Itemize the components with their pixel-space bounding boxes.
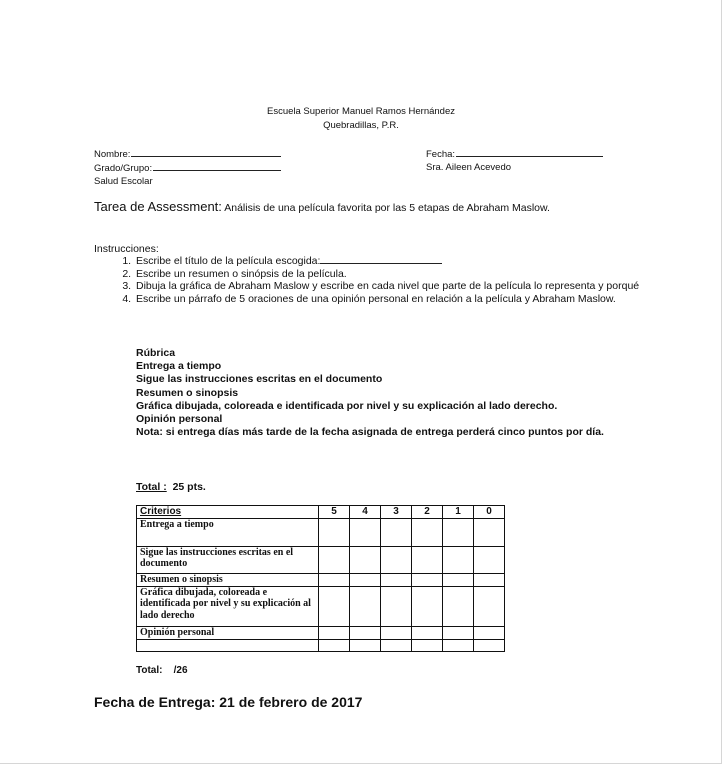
table-total-value: /26 bbox=[173, 665, 188, 676]
score-cell bbox=[350, 586, 381, 626]
nombre-label: Nombre: bbox=[94, 149, 131, 160]
instruction-item: 1. Escribe el título de la película escogida: bbox=[134, 254, 664, 268]
rubric-table bbox=[136, 505, 505, 652]
score-cell bbox=[381, 626, 412, 639]
table-header-cell: 0 bbox=[474, 506, 505, 519]
score-cell bbox=[381, 518, 412, 546]
table-row bbox=[137, 626, 505, 639]
score-cell bbox=[350, 546, 381, 573]
criteria-cell: Sigue las instrucciones escritas en el documento bbox=[137, 546, 319, 573]
rubric-total-value: 25 pts. bbox=[172, 481, 206, 493]
task-heading bbox=[94, 200, 654, 215]
score-cell bbox=[381, 586, 412, 626]
rubric-note: Nota: si entrega días más tarde de la fecha asignada de entrega perderá cinco puntos por día. bbox=[136, 426, 604, 439]
score-cell bbox=[350, 639, 381, 651]
table-total bbox=[136, 665, 188, 676]
table-row bbox=[137, 639, 505, 651]
criteria-cell: Gráfica dibujada, coloreada e identificada por nivel y su explicación al lado derecho bbox=[137, 586, 319, 626]
table-total-label: Total: bbox=[136, 665, 163, 676]
rubric-line: Rúbrica bbox=[136, 347, 176, 359]
rubric-line: Opinión personal bbox=[136, 413, 223, 426]
score-cell bbox=[474, 626, 505, 639]
table-header-row bbox=[137, 506, 505, 519]
score-cell bbox=[412, 546, 443, 573]
task-title: Tarea de Assessment: bbox=[94, 199, 222, 214]
score-cell bbox=[412, 573, 443, 586]
grado-line bbox=[153, 161, 281, 171]
rubric-line: Entrega a tiempo bbox=[136, 360, 222, 373]
instructions-list bbox=[112, 254, 664, 305]
table-header-cell: 5 bbox=[319, 506, 350, 519]
nombre-field bbox=[94, 147, 281, 161]
school-header bbox=[0, 105, 722, 133]
table-header-cell: 2 bbox=[412, 506, 443, 519]
score-cell bbox=[412, 639, 443, 651]
score-cell bbox=[443, 546, 474, 573]
rubric-line: Resumen o sinopsis bbox=[136, 386, 239, 399]
criteria-cell: Entrega a tiempo bbox=[137, 518, 319, 546]
rubric-line: Gráfica dibujada, coloreada e identificada por nivel y su explicación al lado derecho. bbox=[136, 399, 558, 412]
score-cell bbox=[443, 518, 474, 546]
instruction-item: 3. Dibuja la gráfica de Abraham Maslow y escribe en cada nivel que parte de la película lo representa y porqué bbox=[134, 280, 664, 293]
score-cell bbox=[412, 586, 443, 626]
title-answer-line bbox=[320, 254, 442, 264]
table-header-cell: 3 bbox=[381, 506, 412, 519]
score-cell bbox=[443, 573, 474, 586]
grado-field bbox=[94, 161, 281, 175]
score-cell bbox=[319, 639, 350, 651]
score-cell bbox=[474, 546, 505, 573]
table-row bbox=[137, 546, 505, 573]
score-cell bbox=[381, 639, 412, 651]
table-row bbox=[137, 586, 505, 626]
fecha-label: Fecha: bbox=[426, 149, 456, 160]
school-name: Escuela Superior Manuel Ramos Hernández bbox=[267, 106, 455, 117]
rubric-line: Sigue las instrucciones escritas en el documento bbox=[136, 373, 383, 386]
rubric-total-label: Total : bbox=[136, 481, 167, 493]
score-cell bbox=[443, 626, 474, 639]
teacher-name: Sra. Aileen Acevedo bbox=[426, 162, 512, 173]
fecha-field bbox=[426, 147, 603, 161]
score-cell bbox=[319, 626, 350, 639]
table-header-cell: 4 bbox=[350, 506, 381, 519]
score-cell bbox=[319, 586, 350, 626]
score-cell bbox=[412, 518, 443, 546]
table-header-cell: Criterios bbox=[137, 506, 319, 519]
score-cell bbox=[474, 586, 505, 626]
score-cell bbox=[319, 546, 350, 573]
score-cell bbox=[350, 518, 381, 546]
table-row bbox=[137, 573, 505, 586]
instruction-item: 4. Escribe un párrafo de 5 oraciones de una opinión personal en relación a la película y Abraham Maslow. bbox=[134, 293, 664, 306]
school-town: Quebradillas, P.R. bbox=[323, 120, 399, 131]
nombre-line bbox=[131, 147, 281, 157]
instructions-heading: Instrucciones: bbox=[94, 243, 159, 255]
score-cell bbox=[474, 518, 505, 546]
rubric-total bbox=[136, 481, 206, 493]
score-cell bbox=[443, 639, 474, 651]
score-cell bbox=[381, 546, 412, 573]
table-header-cell: 1 bbox=[443, 506, 474, 519]
grado-label: Grado/Grupo: bbox=[94, 163, 153, 174]
score-cell bbox=[474, 639, 505, 651]
due-date: Fecha de Entrega: 21 de febrero de 2017 bbox=[94, 694, 363, 710]
course-name: Salud Escolar bbox=[94, 176, 153, 187]
criteria-cell bbox=[137, 639, 319, 651]
score-cell bbox=[350, 626, 381, 639]
score-cell bbox=[412, 626, 443, 639]
criteria-cell: Resumen o sinopsis bbox=[137, 573, 319, 586]
score-cell bbox=[319, 518, 350, 546]
rubric-list bbox=[136, 347, 636, 439]
score-cell bbox=[319, 573, 350, 586]
score-cell bbox=[381, 573, 412, 586]
score-cell bbox=[443, 586, 474, 626]
table-row bbox=[137, 518, 505, 546]
score-cell bbox=[350, 573, 381, 586]
score-cell bbox=[474, 573, 505, 586]
fecha-line bbox=[456, 147, 603, 157]
instruction-item: 2. Escribe un resumen o sinópsis de la película. bbox=[134, 268, 664, 281]
task-description: Análisis de una película favorita por las 5 etapas de Abraham Maslow. bbox=[224, 202, 550, 214]
criteria-cell: Opinión personal bbox=[137, 626, 319, 639]
